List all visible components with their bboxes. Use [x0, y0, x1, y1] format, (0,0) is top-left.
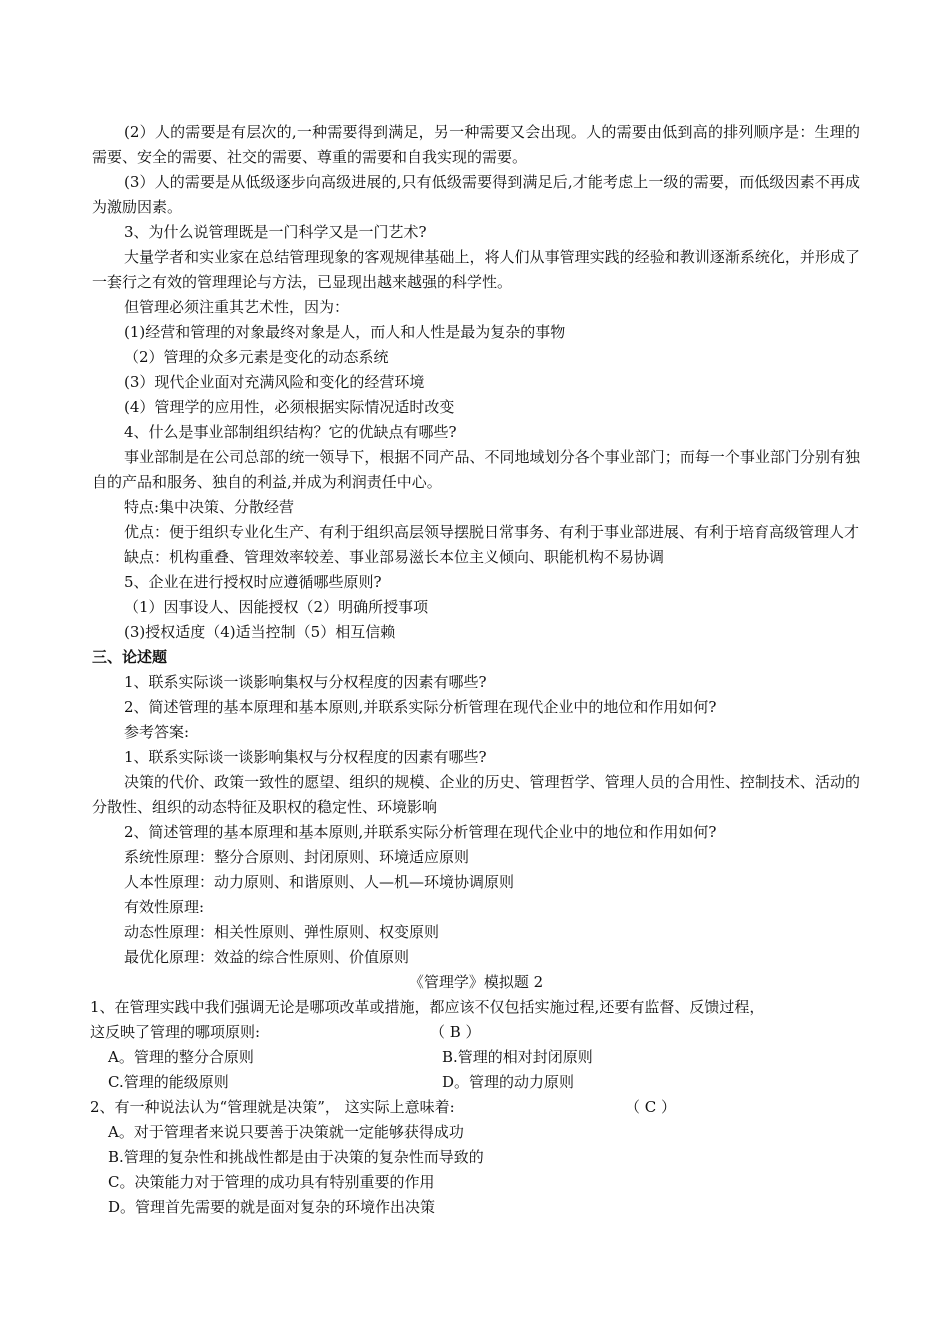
question-text: 1、在管理实践中我们强调无论是哪项改革或措施，都应该不仅包括实施过程,还要有监督、反馈过程，	[90, 998, 765, 1016]
option-b: B.管理的相对封闭原则	[442, 1048, 593, 1066]
list-item: （2）管理的众多元素是变化的动态系统	[124, 348, 389, 366]
list-item: (3)授权适度（4)适当控制（5）相互信赖	[124, 623, 396, 641]
list-item: (3）现代企业面对充满风险和变化的经营环境	[124, 373, 425, 391]
paragraph: 参考答案:	[124, 723, 190, 741]
question-heading: 2、简述管理的基本原理和基本原则,并联系实际分析管理在现代企业中的地位和作用如何?	[124, 698, 717, 716]
question-heading: 1、联系实际谈一谈影响集权与分权程度的因素有哪些?	[124, 748, 487, 766]
list-item: 人本性原理：动力原则、和谐原则、人—机—环境协调原则	[124, 873, 515, 891]
options	[90, 1120, 860, 1220]
list-item: 动态性原理：相关性原则、弹性原则、权变原则	[124, 923, 440, 941]
section-heading: 三、论述题	[92, 648, 168, 666]
answer-mark: （ B ）	[430, 1023, 481, 1041]
paragraph: 决策的代价、政策一致性的愿望、组织的规模、企业的历史、管理哲学、管理人员的合用性、控制技术、活动的分散性、组织的动态特征及职权的稳定性、环境影响	[92, 773, 860, 816]
list-item: (1)经营和管理的对象最终对象是人，而人和人性是最为复杂的事物	[124, 323, 566, 341]
question-text: 2、有一种说法认为“管理就是决策”， 这实际上意味着:	[90, 1098, 455, 1116]
question-heading: 3、为什么说管理既是一门科学又是一门艺术?	[124, 223, 427, 241]
question-heading: 2、简述管理的基本原理和基本原则,并联系实际分析管理在现代企业中的地位和作用如何?	[124, 823, 717, 841]
question-2	[90, 1095, 860, 1220]
list-item: 系统性原理：整分合原则、封闭原则、环境适应原则	[124, 848, 470, 866]
question-text-line2	[90, 1020, 860, 1045]
list-item: (4）管理学的应用性，必须根据实际情况适时改变	[124, 398, 455, 416]
paragraph: (2）人的需要是有层次的,一种需要得到满足，另一种需要又会出现。人的需要由低到高的排列顺序是：生理的需要、安全的需要、社交的需要、尊重的需要和自我实现的需要。	[92, 123, 860, 166]
paragraph: 事业部制是在公司总部的统一领导下，根据不同产品、不同地域划分各个事业部门；而每一个事业部门分别有独自的产品和服务、独自的利益,并成为利润责任中心。	[92, 448, 860, 491]
paragraph: 特点:集中决策、分散经营	[124, 498, 295, 516]
question-heading: 1、联系实际谈一谈影响集权与分权程度的因素有哪些?	[124, 673, 487, 691]
question-heading: 4、什么是事业部制组织结构？它的优缺点有哪些?	[124, 423, 457, 441]
question-heading: 5、企业在进行授权时应遵循哪些原则?	[124, 573, 382, 591]
paragraph: 缺点：机构重叠、管理效率较差、事业部易滋长本位主义倾向、职能机构不易协调	[124, 548, 665, 566]
option-row	[108, 1070, 860, 1095]
option-a: A。对于管理者来说只要善于决策就一定能够获得成功	[108, 1123, 464, 1141]
list-item: （1）因事设人、因能授权（2）明确所授事项	[124, 598, 429, 616]
question-text-line	[90, 1095, 860, 1120]
option-row	[108, 1045, 860, 1070]
options	[90, 1045, 860, 1095]
list-item: 最优化原理：效益的综合性原则、价值原则	[124, 948, 410, 966]
option-b: B.管理的复杂性和挑战性都是由于决策的复杂性而导致的	[108, 1148, 484, 1166]
option-a: A。管理的整分合原则	[108, 1048, 254, 1066]
paragraph: 优点：便于组织专业化生产、有利于组织高层领导摆脱日常事务、有利于事业部进展、有利于培育高级管理人才	[124, 523, 860, 541]
paragraph: 但管理必须注重其艺术性，因为：	[124, 298, 350, 316]
option-c: C。决策能力对于管理的成功具有特别重要的作用	[108, 1173, 435, 1191]
exam-title: 《管理学》模拟题 2	[408, 973, 544, 991]
paragraph: (3）人的需要是从低级逐步向高级进展的,只有低级需要得到满足后,才能考虑上一级的需要，而低级因素不再成为激励因素。	[92, 173, 860, 216]
question-1	[90, 995, 860, 1095]
option-d: D。管理首先需要的就是面对复杂的环境作出决策	[108, 1198, 436, 1216]
document-content	[92, 120, 860, 1220]
option-c: C.管理的能级原则	[108, 1073, 229, 1091]
option-d: D。管理的动力原则	[442, 1073, 575, 1091]
list-item: 有效性原理:	[124, 898, 205, 916]
answer-mark: （ C ）	[625, 1098, 677, 1116]
question-text: 这反映了管理的哪项原则:	[90, 1023, 261, 1041]
paragraph: 大量学者和实业家在总结管理现象的客观规律基础上，将人们从事管理实践的经验和教训逐渐系统化，并形成了一套行之有效的管理理论与方法，已显现出越来越强的科学性。	[92, 248, 860, 291]
